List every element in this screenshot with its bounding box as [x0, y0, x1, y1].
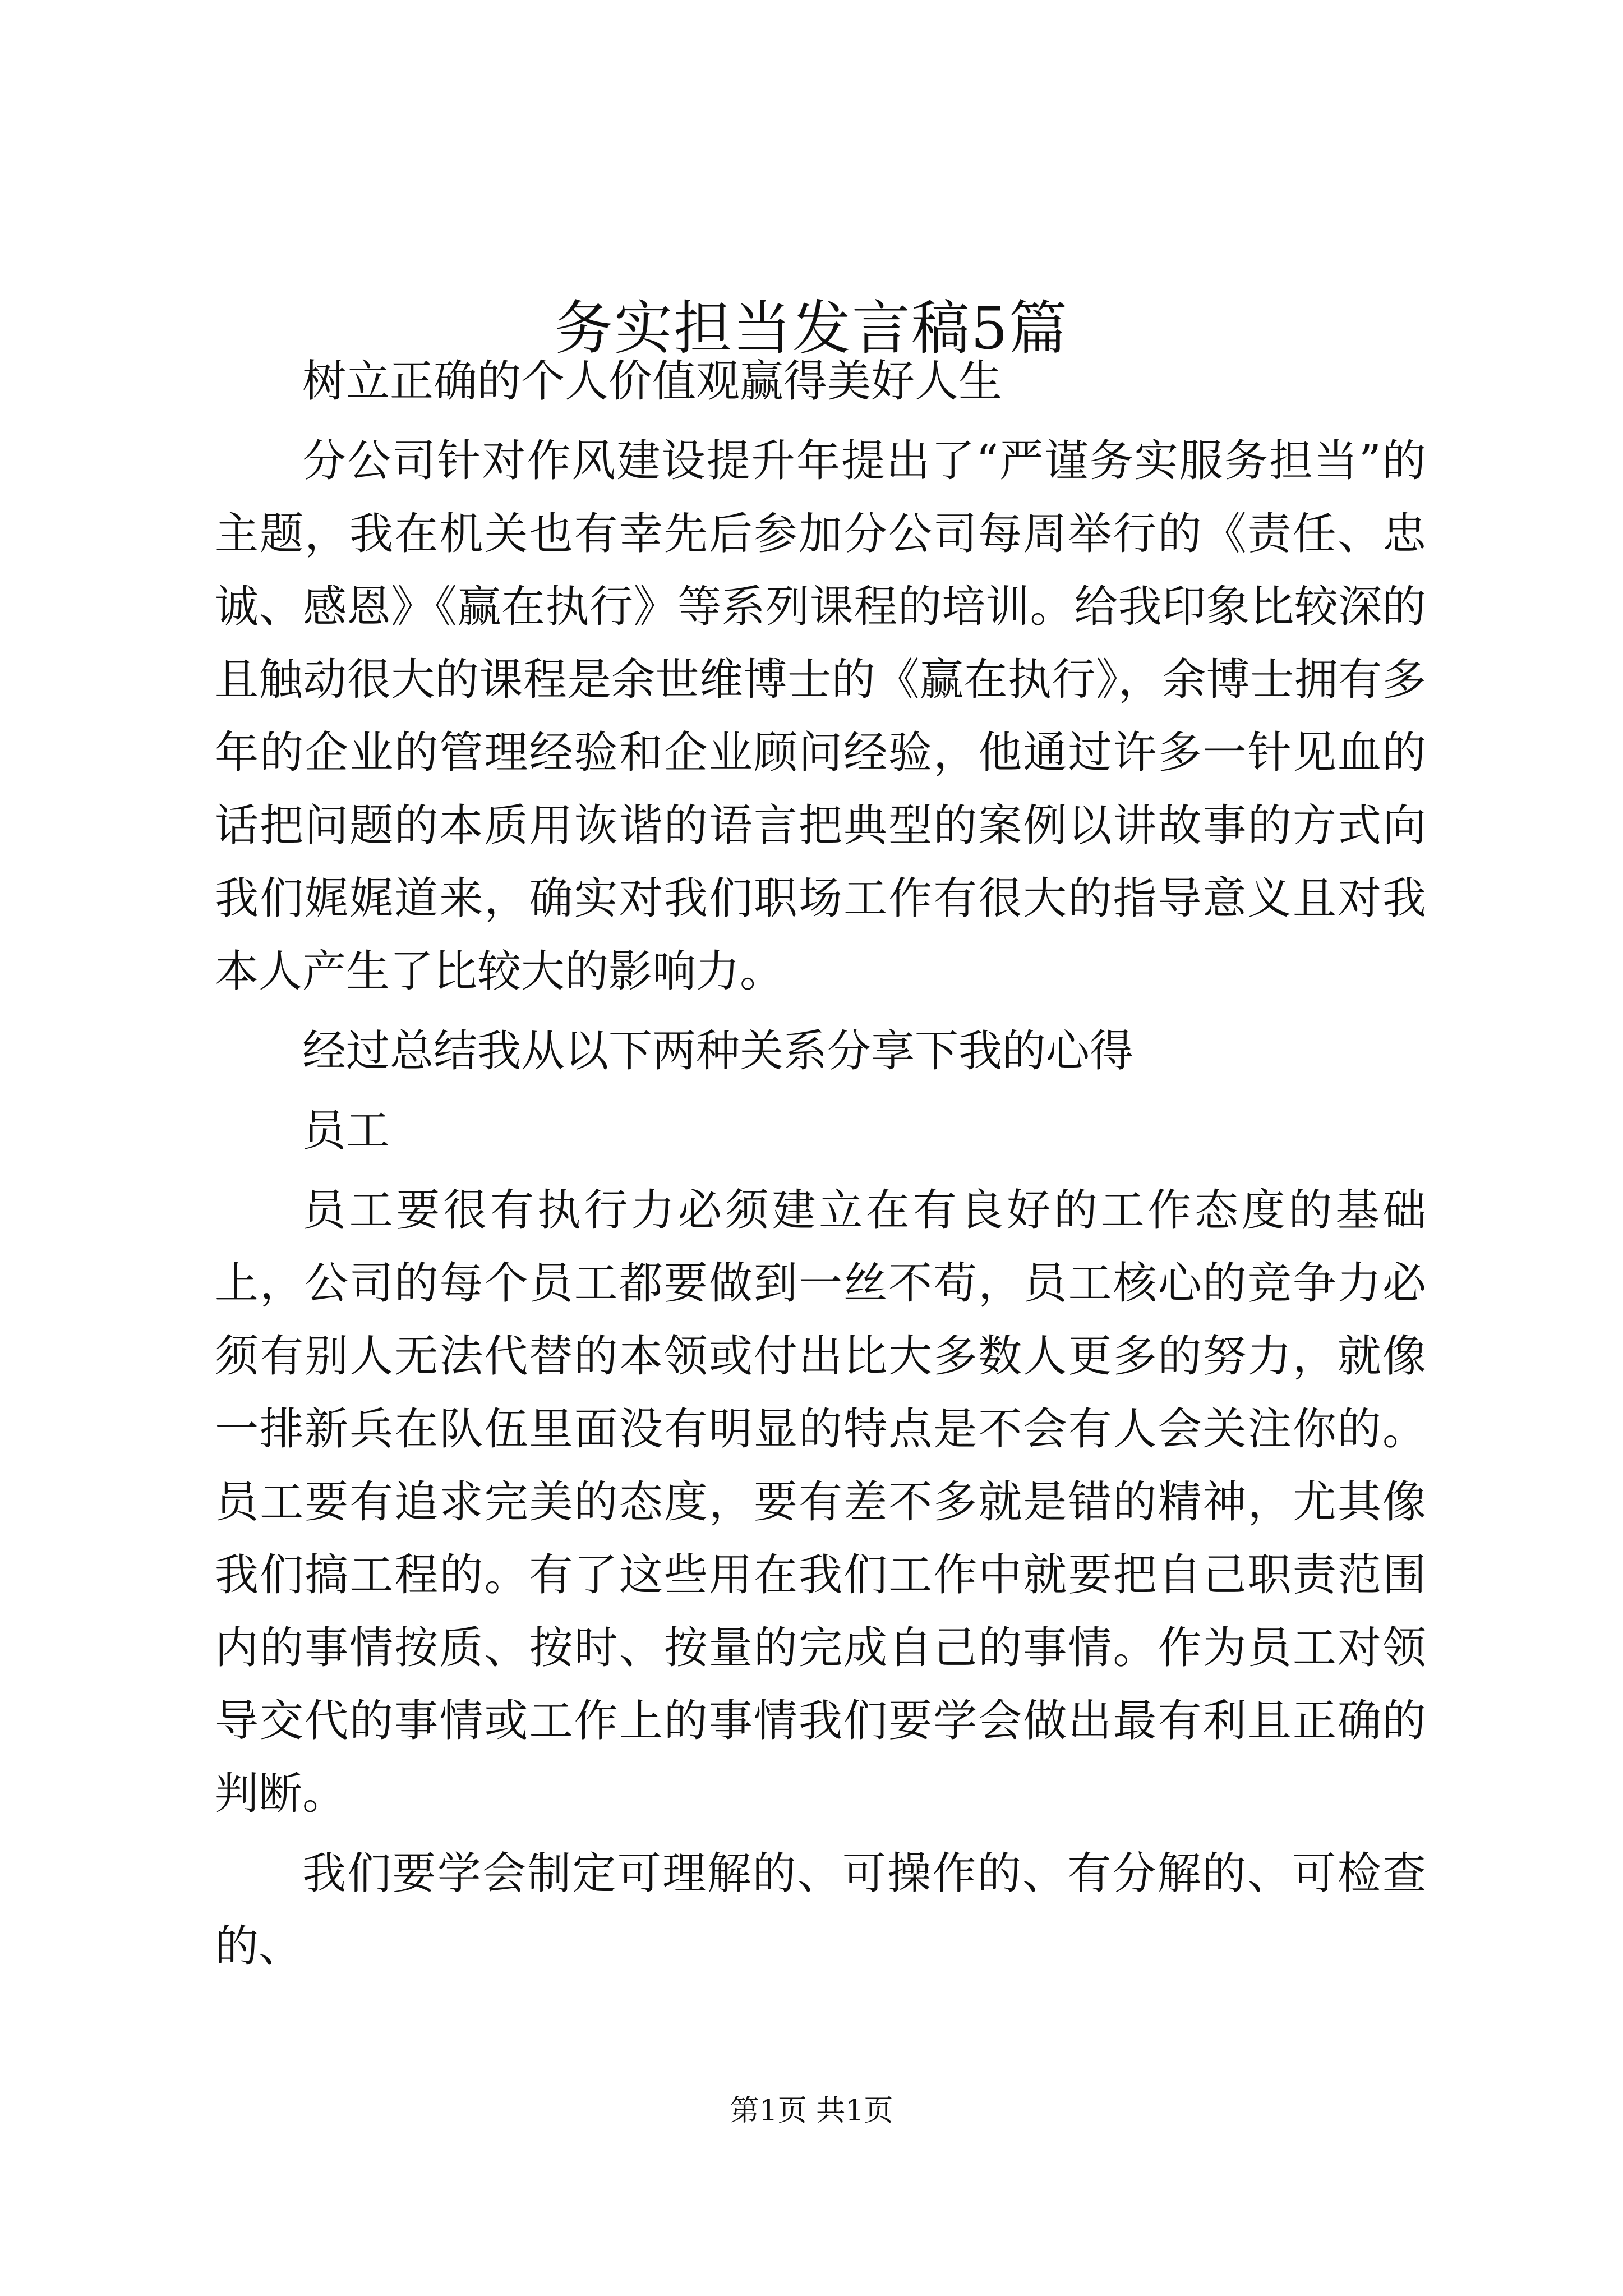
paragraph-employee: 员工要很有执行力必须建立在有良好的工作态度的基础上，公司的每个员工都要做到一丝不苟，员工核心的竞争力必须有别人无法代替的本领或付出比大多数人更多的努力，就像一排新兵在队伍里面没有明显的特点是不会有人会关注你的。员工要有追求完美的态度，要有差不多就是错的精神，尤其像我们搞工程的。有了这些用在我们工作中就要把自己职责范围内的事情按质、按时、按量的完成自己的事情。作为员工对领导交代的事情或工作上的事情我们要学会做出最有利且正确的判断。: [215, 1185, 1426, 1819]
document-title: 务实担当发言稿5篇: [554, 294, 1069, 362]
paragraph-closing: 我们要学会制定可理解的、可操作的、有分解的、可检查的、: [215, 1848, 1426, 1972]
paragraph-summary: 经过总结我从以下两种关系分享下我的心得: [302, 1026, 1134, 1076]
paragraph-subtitle: 树立正确的个人价值观赢得美好人生: [302, 356, 1003, 407]
document-body: [215, 345, 1426, 1983]
paragraph-intro: 分公司针对作风建设提升年提出了“严谨务实服务担当”的主题，我在机关也有幸先后参加分公司每周举行的《责任、忠诚、感恩》《赢在执行》等系列课程的培训。给我印象比较深的且触动很大的课程是余世维博士的《赢在执行》，余博士拥有多年的企业的管理经验和企业顾问经验，他通过许多一针见血的话把问题的本质用诙谐的语言把典型的案例以讲故事的方式向我们娓娓道来，确实对我们职场工作有很大的指导意义且对我本人产生了比较大的影响力。: [215, 436, 1426, 997]
page-footer: 第1页 共1页: [730, 2094, 893, 2128]
section-heading-employee: 员工: [302, 1106, 390, 1156]
